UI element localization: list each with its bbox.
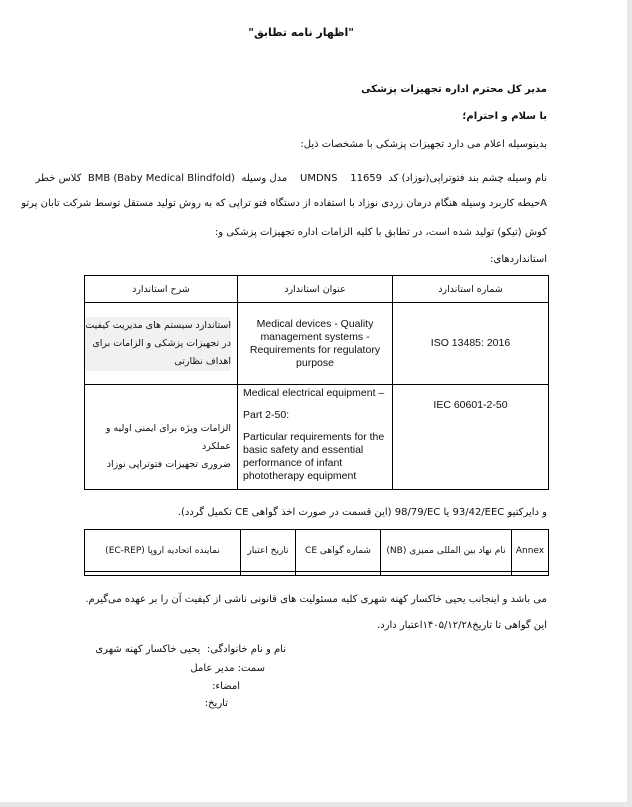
- description-line: اهداف نظارتی: [174, 355, 231, 367]
- header-validity-date: تاریخ اعتبار: [241, 530, 296, 572]
- ce-certificate-table: [84, 529, 549, 576]
- responsibility-line: می باشد و اینجانب یحیی خاکسار کهنه شهری کلیه مسئولیت های قانونی ناشی از کیفیت آن را بر عهده می‌گیرم.: [85, 594, 547, 605]
- header-standard-number: شماره استاندارد: [393, 276, 549, 303]
- class-value: A: [540, 198, 547, 209]
- table-cell: [381, 572, 512, 576]
- signatory-position: [190, 662, 265, 676]
- page-edge-shadow: [627, 0, 632, 807]
- description-line: الزامات ویژه برای ایمنی اولیه و عملکرد: [105, 423, 231, 452]
- class-label: کلاس خطر: [35, 173, 82, 184]
- table-header-row: [85, 276, 549, 303]
- signature-field: امضاء:: [212, 681, 240, 692]
- header-ce-certificate-number: شماره گواهی CE: [296, 530, 381, 572]
- intro-line: بدینوسیله اعلام می دارد تجهیزات پزشکی با مشخصات ذیل:: [300, 139, 547, 150]
- header-annex: Annex: [512, 530, 549, 572]
- directive-prefix: و دایرکتیو: [507, 507, 547, 518]
- description-line: استاندارد سیستم های مدیریت کیفیت: [85, 319, 231, 331]
- header-standard-description: شرح استاندارد: [85, 276, 238, 303]
- document-title: "اظهار نامه تطابق": [248, 26, 354, 39]
- table-row: [85, 572, 549, 576]
- directive-or: یا: [443, 507, 450, 518]
- header-ec-rep: نماینده اتحادیه اروپا (EC-REP): [85, 530, 241, 572]
- table-cell: [85, 572, 241, 576]
- title-line: Particular requirements for the basic safety and essential performance of infant phototherapy equipment: [243, 431, 385, 482]
- umdns-code: 11659: [350, 173, 383, 184]
- table-cell: [241, 572, 296, 576]
- position-label: سمت:: [237, 663, 265, 674]
- table-cell: [512, 572, 549, 576]
- date-field: تاریخ:: [204, 698, 228, 709]
- device-line: [35, 172, 547, 186]
- standard-title-cell: [238, 385, 393, 490]
- name-label: نام و نام خانوادگی:: [206, 644, 286, 655]
- position-value: مدیر عامل: [190, 663, 235, 674]
- validity-line: این گواهی تا تاریخ۱۴۰۵/۱۲/۲۸اعتبار دارد.: [376, 620, 547, 631]
- standard-description-cell: [85, 303, 238, 385]
- compliance-line: کوش (تیکو) تولید شده است، در تطابق با کلیه الزامات اداره تجهیزات پزشکی و:: [214, 227, 547, 238]
- directive-93-42: 93/42/EEC: [452, 507, 505, 518]
- table-header-row: [85, 530, 549, 572]
- standard-description-cell: [85, 385, 238, 490]
- table-row: [85, 303, 549, 385]
- title-line: Medical electrical equipment –: [243, 387, 385, 399]
- title-line: Part 2-50:: [243, 409, 290, 421]
- page-edge-shadow: [0, 802, 632, 807]
- usage-line: [21, 197, 547, 211]
- header-standard-title: عنوان استاندارد: [238, 276, 393, 303]
- name-value: یحیی خاکسار کهنه شهری: [95, 644, 201, 655]
- standards-label: استانداردهای:: [490, 254, 547, 265]
- model-label: مدل وسیله: [241, 173, 288, 184]
- recipient-line: مدیر کل محترم اداره تجهیزات پزشکی: [361, 84, 547, 95]
- model-value: BMB (Baby Medical Blindfold): [87, 173, 235, 184]
- directive-suffix: (این قسمت در صورت اخذ گواهی CE تکمیل گردد).: [177, 507, 392, 518]
- table-row: [85, 385, 549, 490]
- directive-98-79: 98/79/EC: [394, 507, 441, 518]
- header-notified-body: نام نهاد بین المللی ممیزی (NB): [381, 530, 512, 572]
- description-line: ضروری تجهیزات فتوتراپی نوزاد: [106, 459, 231, 470]
- standard-number-cell: ISO 13485: 2016: [393, 303, 549, 385]
- standard-number-cell: IEC 60601-2-50: [393, 385, 549, 490]
- usage-text: حیطه کاربرد وسیله هنگام درمان زردی نوزاد با استفاده از دستگاه فتو تراپی که به روش تولید مستقل توسط شرکت تابان پرتو: [21, 198, 541, 209]
- greeting-line: با سلام و احترام؛: [462, 111, 547, 122]
- directive-line: [178, 506, 547, 520]
- description-line: در تجهیزات پزشکی و الزامات برای: [92, 337, 231, 349]
- signatory-name: [95, 643, 286, 657]
- standard-title-cell: Medical devices - Quality management systems - Requirements for regulatory purpose: [238, 303, 393, 385]
- device-prefix: نام وسیله چشم بند فتوتراپی(نوزاد) کد: [388, 173, 547, 184]
- umdns-label: UMDNS: [300, 173, 338, 184]
- table-cell: [296, 572, 381, 576]
- standards-table: [84, 275, 549, 490]
